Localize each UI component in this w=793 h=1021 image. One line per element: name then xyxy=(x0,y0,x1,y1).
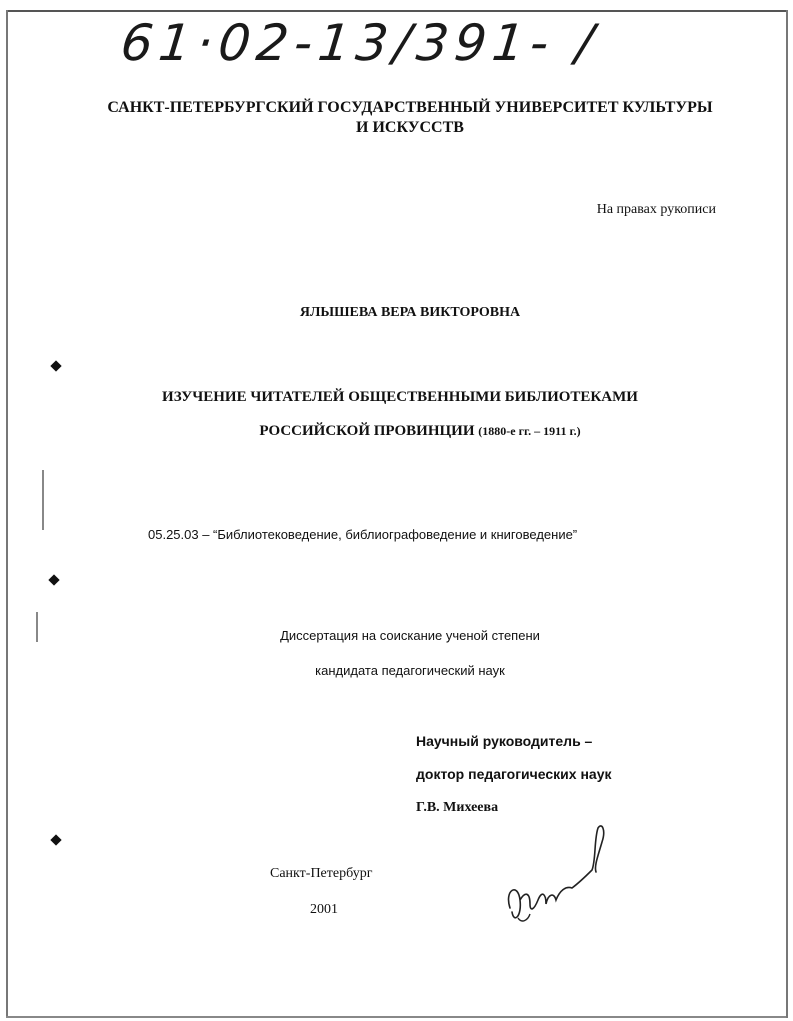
scan-artifact xyxy=(36,612,38,642)
author-name: ЯЛЫШЕВА ВЕРА ВИКТОРОВНА xyxy=(299,305,521,320)
city: Санкт-Петербург xyxy=(270,866,373,881)
specialty-code: 05.25.03 – “Библиотековедение, библиографоведение и книговедение” xyxy=(148,527,578,542)
thesis-title-line1: ИЗУЧЕНИЕ ЧИТАТЕЛЕЙ ОБЩЕСТВЕННЫМИ БИБЛИОТЕКАМИ xyxy=(162,389,638,405)
supervisor-degree: доктор педагогических наук xyxy=(416,766,612,782)
frame-border-bottom xyxy=(6,1016,786,1018)
rights-note: На правах рукописи xyxy=(596,202,716,217)
year: 2001 xyxy=(310,902,338,917)
university-name: САНКТ-ПЕТЕРБУРГСКИЙ ГОСУДАРСТВЕННЫЙ УНИВЕРСИТЕТ КУЛЬТУРЫ И ИСКУССТВ xyxy=(107,99,713,136)
dissertation-line1: Диссертация на соискание ученой степени xyxy=(280,628,540,643)
frame-border-top xyxy=(6,10,786,12)
supervisor-name: Г.В. Михеева xyxy=(416,800,499,815)
signature-icon xyxy=(500,820,620,930)
handwritten-archive-number: 61·02-13/391- / xyxy=(118,14,603,72)
frame-border-left xyxy=(6,10,8,1018)
scan-artifact xyxy=(42,470,44,530)
thesis-title-line2-main: РОССИЙСКОЙ ПРОВИНЦИИ xyxy=(259,423,475,439)
supervisor-label: Научный руководитель – xyxy=(416,733,593,749)
dissertation-line2: кандидата педагогический наук xyxy=(315,663,505,678)
frame-border-right xyxy=(786,10,788,1018)
thesis-title-years: (1880-е гг. – 1911 г.) xyxy=(478,424,581,438)
thesis-title-line2 xyxy=(160,423,680,440)
